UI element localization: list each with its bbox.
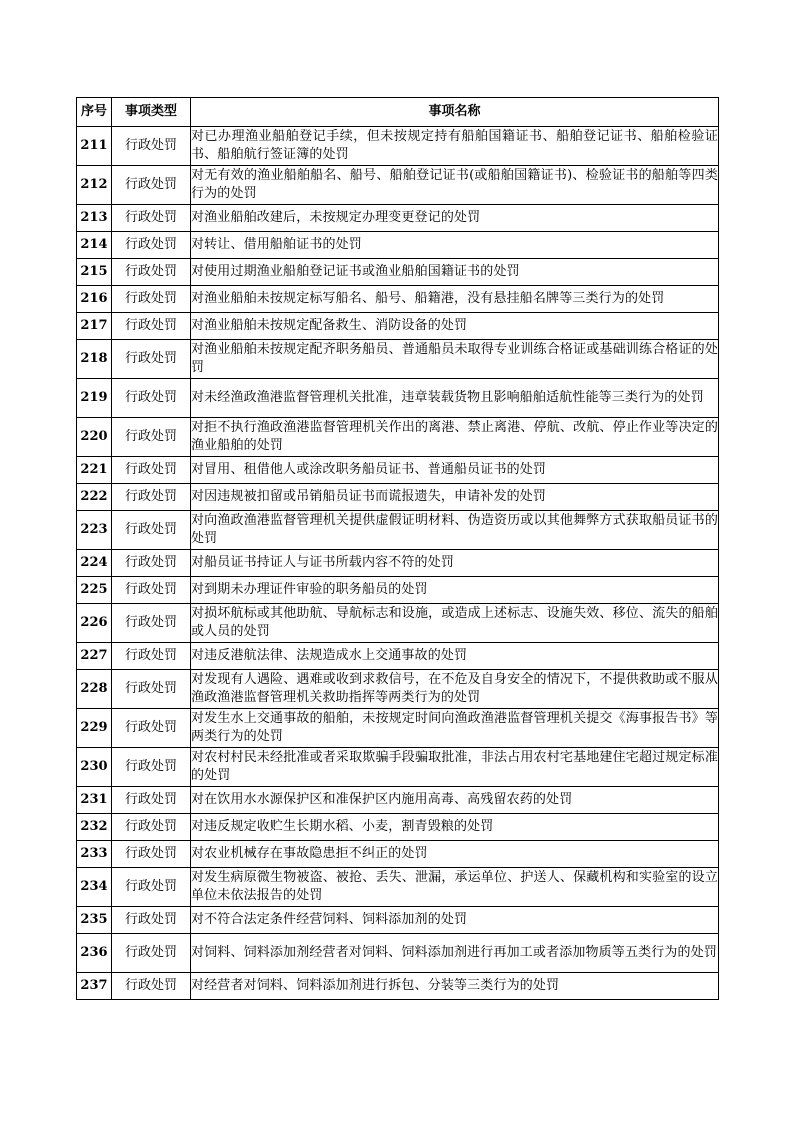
row-name: 对发现有人遇险、遇难或收到求救信号，在不危及自身安全的情况下，不提供救助或不服从渔政渔港监督管理机关救助指挥等两类行为的处罚 (191, 670, 719, 709)
row-number: 231 (77, 787, 112, 814)
row-number: 220 (77, 418, 112, 457)
row-number: 234 (77, 868, 112, 907)
table-row (77, 457, 719, 484)
row-type: 行政处罚 (112, 577, 191, 604)
row-name: 对未经渔政渔港监督管理机关批准，违章装载货物且影响船舶适航性能等三类行为的处罚 (191, 379, 719, 418)
row-name: 对发生病原微生物被盗、被抢、丢失、泄漏，承运单位、护送人、保藏机构和实验室的设立单位未依法报告的处罚 (191, 868, 719, 907)
table-row (77, 604, 719, 643)
row-name: 对转让、借用船舶证书的处罚 (191, 232, 719, 259)
table-row (77, 313, 719, 340)
row-number: 223 (77, 511, 112, 550)
table-row (77, 484, 719, 511)
table-row (77, 259, 719, 286)
row-number: 226 (77, 604, 112, 643)
row-type: 行政处罚 (112, 643, 191, 670)
row-name: 对渔业船舶未按规定配备救生、消防设备的处罚 (191, 313, 719, 340)
row-name: 对损坏航标或其他助航、导航标志和设施，或造成上述标志、设施失效、移位、流失的船舶或人员的处罚 (191, 604, 719, 643)
row-number: 233 (77, 841, 112, 868)
row-type: 行政处罚 (112, 973, 191, 1000)
row-type: 行政处罚 (112, 604, 191, 643)
row-type: 行政处罚 (112, 868, 191, 907)
row-number: 214 (77, 232, 112, 259)
row-number: 213 (77, 205, 112, 232)
row-number: 229 (77, 709, 112, 748)
row-type: 行政处罚 (112, 709, 191, 748)
row-type: 行政处罚 (112, 841, 191, 868)
row-type: 行政处罚 (112, 484, 191, 511)
table-row (77, 709, 719, 748)
table-row (77, 286, 719, 313)
row-name: 对渔业船舶未按规定配齐职务船员、普通船员未取得专业训练合格证或基础训练合格证的处罚 (191, 340, 719, 379)
row-name: 对使用过期渔业船舶登记证书或渔业船舶国籍证书的处罚 (191, 259, 719, 286)
row-type: 行政处罚 (112, 934, 191, 973)
table-row (77, 973, 719, 1000)
row-number: 237 (77, 973, 112, 1000)
row-number: 211 (77, 127, 112, 166)
row-number: 230 (77, 748, 112, 787)
row-name: 对发生水上交通事故的船舶，未按规定时间向渔政渔港监督管理机关提交《海事报告书》等两类行为的处罚 (191, 709, 719, 748)
header-no: 序号 (77, 98, 112, 127)
row-number: 217 (77, 313, 112, 340)
table-header-row (77, 98, 719, 127)
table-row (77, 550, 719, 577)
table-row (77, 232, 719, 259)
row-number: 219 (77, 379, 112, 418)
row-name: 对经营者对饲料、饲料添加剂进行拆包、分装等三类行为的处罚 (191, 973, 719, 1000)
table-row (77, 670, 719, 709)
table-row (77, 814, 719, 841)
table-row (77, 787, 719, 814)
row-name: 对不符合法定条件经营饲料、饲料添加剂的处罚 (191, 907, 719, 934)
row-name: 对饲料、饲料添加剂经营者对饲料、饲料添加剂进行再加工或者添加物质等五类行为的处罚 (191, 934, 719, 973)
row-type: 行政处罚 (112, 127, 191, 166)
row-number: 227 (77, 643, 112, 670)
table-row (77, 577, 719, 604)
row-type: 行政处罚 (112, 166, 191, 205)
table-row (77, 643, 719, 670)
row-number: 225 (77, 577, 112, 604)
row-number: 222 (77, 484, 112, 511)
row-name: 对拒不执行渔政渔港监督管理机关作出的离港、禁止离港、停航、改航、停止作业等决定的渔业船舶的处罚 (191, 418, 719, 457)
row-type: 行政处罚 (112, 205, 191, 232)
table-row (77, 868, 719, 907)
row-type: 行政处罚 (112, 232, 191, 259)
row-number: 224 (77, 550, 112, 577)
row-name: 对冒用、租借他人或涂改职务船员证书、普通船员证书的处罚 (191, 457, 719, 484)
table-row (77, 934, 719, 973)
row-number: 235 (77, 907, 112, 934)
row-number: 228 (77, 670, 112, 709)
row-name: 对因违规被扣留或吊销船员证书而谎报遗失，申请补发的处罚 (191, 484, 719, 511)
table-row (77, 205, 719, 232)
row-name: 对船员证书持证人与证书所载内容不符的处罚 (191, 550, 719, 577)
row-name: 对在饮用水水源保护区和准保护区内施用高毒、高残留农药的处罚 (191, 787, 719, 814)
row-type: 行政处罚 (112, 418, 191, 457)
row-number: 232 (77, 814, 112, 841)
row-type: 行政处罚 (112, 340, 191, 379)
row-number: 236 (77, 934, 112, 973)
row-type: 行政处罚 (112, 313, 191, 340)
table-row (77, 166, 719, 205)
row-type: 行政处罚 (112, 379, 191, 418)
row-type: 行政处罚 (112, 814, 191, 841)
row-type: 行政处罚 (112, 550, 191, 577)
row-type: 行政处罚 (112, 457, 191, 484)
row-name: 对农村村民未经批准或者采取欺骗手段骗取批准，非法占用农村宅基地建住宅超过规定标准的处罚 (191, 748, 719, 787)
table-row (77, 907, 719, 934)
row-number: 215 (77, 259, 112, 286)
table-row (77, 379, 719, 418)
table-row (77, 748, 719, 787)
row-name: 对渔业船舶改建后，未按规定办理变更登记的处罚 (191, 205, 719, 232)
table-row (77, 340, 719, 379)
row-number: 221 (77, 457, 112, 484)
row-name: 对无有效的渔业船舶船名、船号、船舶登记证书(或船舶国籍证书)、检验证书的船舶等四类行为的处罚 (191, 166, 719, 205)
items-table (76, 97, 719, 1000)
row-type: 行政处罚 (112, 670, 191, 709)
row-name: 对违反港航法律、法规造成水上交通事故的处罚 (191, 643, 719, 670)
row-type: 行政处罚 (112, 259, 191, 286)
row-type: 行政处罚 (112, 907, 191, 934)
row-type: 行政处罚 (112, 748, 191, 787)
row-type: 行政处罚 (112, 511, 191, 550)
row-type: 行政处罚 (112, 286, 191, 313)
row-type: 行政处罚 (112, 787, 191, 814)
table-row (77, 511, 719, 550)
row-name: 对向渔政渔港监督管理机关提供虚假证明材料、伪造资历或以其他舞弊方式获取船员证书的处罚 (191, 511, 719, 550)
row-number: 218 (77, 340, 112, 379)
table-row (77, 127, 719, 166)
header-name: 事项名称 (191, 98, 719, 127)
row-name: 对到期未办理证件审验的职务船员的处罚 (191, 577, 719, 604)
row-name: 对渔业船舶未按规定标写船名、船号、船籍港，没有悬挂船名牌等三类行为的处罚 (191, 286, 719, 313)
row-name: 对违反规定收贮生长期水稻、小麦，割青毁粮的处罚 (191, 814, 719, 841)
table-row (77, 841, 719, 868)
table-body (77, 127, 719, 1000)
row-number: 212 (77, 166, 112, 205)
row-number: 216 (77, 286, 112, 313)
row-name: 对已办理渔业船舶登记手续，但未按规定持有船舶国籍证书、船舶登记证书、船舶检验证书、船舶航行签证簿的处罚 (191, 127, 719, 166)
table-row (77, 418, 719, 457)
row-name: 对农业机械存在事故隐患拒不纠正的处罚 (191, 841, 719, 868)
header-type: 事项类型 (112, 98, 191, 127)
